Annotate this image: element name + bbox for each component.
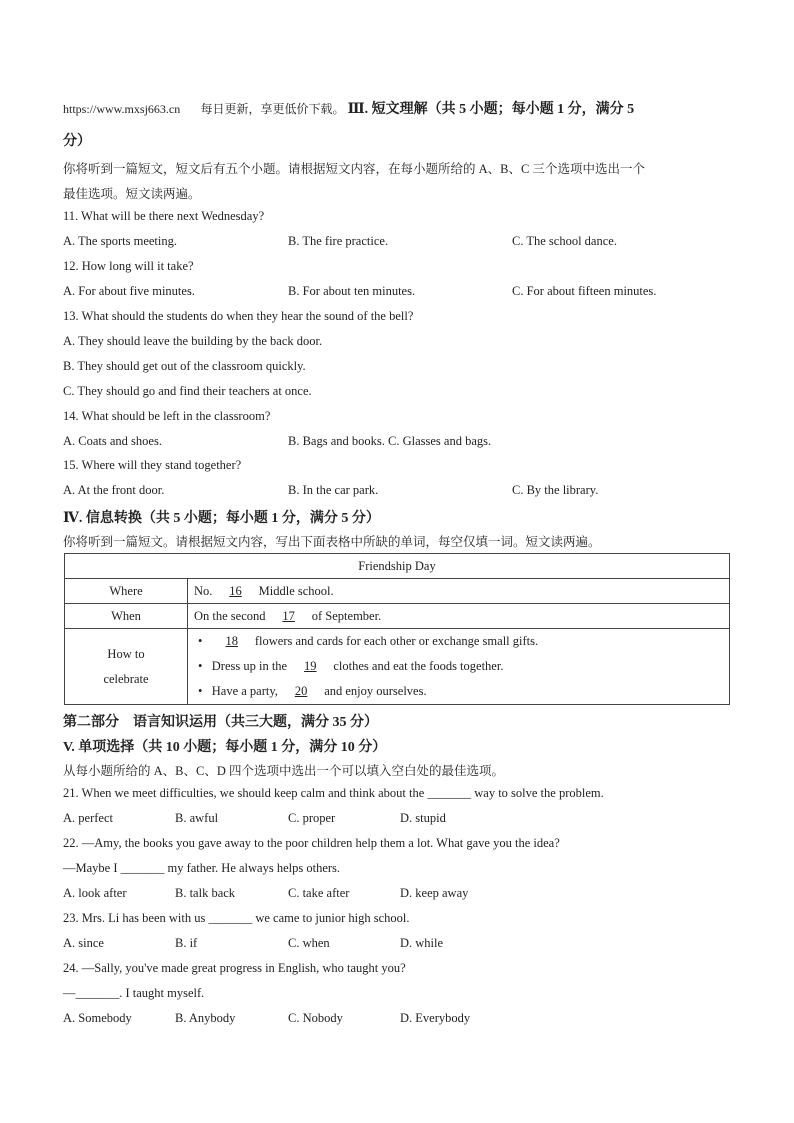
section4-title: Ⅳ. 信息转换（共 5 小题；每小题 1 分，满分 5 分） bbox=[63, 511, 380, 526]
blank-17[interactable]: 17 bbox=[282, 608, 295, 623]
celebrate-label: How to celebrate bbox=[65, 629, 188, 705]
question-24: 24. —Sally, you've made great progress in English, who taught you? bbox=[63, 961, 406, 975]
header-line bbox=[63, 98, 634, 118]
question-14: 14. What should be left in the classroom? bbox=[63, 409, 271, 423]
question-21: 21. When we meet difficulties, we should keep calm and think about the _______ way to solve the problem. bbox=[63, 786, 604, 800]
blank-19[interactable]: 19 bbox=[303, 659, 317, 673]
option-21a[interactable]: A. perfect bbox=[63, 811, 113, 825]
option-12b[interactable]: B. For about ten minutes. bbox=[288, 284, 416, 298]
option-22d[interactable]: D. keep away bbox=[400, 886, 469, 900]
question-24-reply: —_______. I taught myself. bbox=[63, 986, 205, 1000]
question-12: 12. How long will it take? bbox=[63, 259, 194, 273]
question-22: 22. —Amy, the books you gave away to the poor children help them a lot. What gave you the idea? bbox=[63, 836, 560, 850]
option-24d[interactable]: D. Everybody bbox=[400, 1011, 471, 1025]
section3-title-cont: 分） bbox=[63, 134, 91, 149]
section4-instructions: 你将听到一篇短文。请根据短文内容，写出下面表格中所缺的单词，每空仅填一词。短文读两遍。 bbox=[63, 535, 601, 549]
option-24c[interactable]: C. Nobody bbox=[288, 1011, 343, 1025]
option-11a[interactable]: A. The sports meeting. bbox=[63, 234, 177, 248]
option-23b[interactable]: B. if bbox=[175, 936, 198, 950]
option-11c[interactable]: C. The school dance. bbox=[512, 234, 617, 248]
friendship-day-table bbox=[64, 553, 730, 705]
option-15c[interactable]: C. By the library. bbox=[512, 483, 599, 497]
source-url[interactable]: https://www.mxsj663.cn bbox=[63, 102, 181, 116]
option-15a[interactable]: A. At the front door. bbox=[63, 483, 165, 497]
option-12a[interactable]: A. For about five minutes. bbox=[63, 284, 195, 298]
option-11b[interactable]: B. The fire practice. bbox=[288, 234, 389, 248]
option-22a[interactable]: A. look after bbox=[63, 886, 127, 900]
section3-title: Ⅲ. 短文理解（共 5 小题；每小题 1 分，满分 5 bbox=[347, 102, 635, 117]
tagline: 每日更新，享更低价下载。 bbox=[200, 102, 345, 116]
blank-18[interactable]: 18 bbox=[225, 634, 239, 648]
section5-instructions: 从每小题所给的 A、B、C、D 四个选项中选出一个可以填入空白处的最佳选项。 bbox=[63, 764, 504, 778]
question-13: 13. What should the students do when they hear the sound of the bell? bbox=[63, 309, 414, 323]
where-value: No. 16 Middle school. bbox=[188, 579, 730, 604]
option-21b[interactable]: B. awful bbox=[175, 811, 219, 825]
option-14a[interactable]: A. Coats and shoes. bbox=[63, 434, 162, 448]
option-12c[interactable]: C. For about fifteen minutes. bbox=[512, 284, 657, 298]
table-title: Friendship Day bbox=[65, 554, 730, 579]
option-24a[interactable]: A. Somebody bbox=[63, 1011, 132, 1025]
part2-title: 第二部分 语言知识运用（共三大题，满分 35 分） bbox=[63, 715, 378, 730]
option-22b[interactable]: B. talk back bbox=[175, 886, 236, 900]
when-value: On the second 17 of September. bbox=[188, 604, 730, 629]
option-15b[interactable]: B. In the car park. bbox=[288, 483, 379, 497]
section3-instructions-1: 你将听到一篇短文，短文后有五个小题。请根据短文内容，在每小题所给的 A、B、C 三个选项中选出一个 bbox=[63, 162, 645, 176]
bullet-20: • Have a party, 20 and enjoy ourselves. bbox=[198, 679, 723, 704]
celebrate-value bbox=[188, 629, 730, 705]
option-21d[interactable]: D. stupid bbox=[400, 811, 446, 825]
question-11: 11. What will be there next Wednesday? bbox=[63, 209, 265, 223]
option-21c[interactable]: C. proper bbox=[288, 811, 336, 825]
option-23a[interactable]: A. since bbox=[63, 936, 104, 950]
section5-title: V. 单项选择（共 10 小题；每小题 1 分，满分 10 分） bbox=[63, 740, 387, 755]
bullet-19: • Dress up in the 19 clothes and eat the foods together. bbox=[198, 654, 723, 679]
where-label: Where bbox=[65, 579, 188, 604]
blank-20[interactable]: 20 bbox=[294, 684, 308, 698]
option-23c[interactable]: C. when bbox=[288, 936, 330, 950]
bullet-18: • 18 flowers and cards for each other or exchange small gifts. bbox=[198, 629, 723, 654]
blank-16[interactable]: 16 bbox=[229, 583, 242, 598]
option-13a[interactable]: A. They should leave the building by the back door. bbox=[63, 334, 323, 348]
question-15: 15. Where will they stand together? bbox=[63, 458, 242, 472]
question-22-reply: —Maybe I _______ my father. He always helps others. bbox=[63, 861, 341, 875]
option-14bc[interactable]: B. Bags and books. C. Glasses and bags. bbox=[288, 434, 492, 448]
option-22c[interactable]: C. take after bbox=[288, 886, 350, 900]
option-13b[interactable]: B. They should get out of the classroom quickly. bbox=[63, 359, 306, 373]
when-label: When bbox=[65, 604, 188, 629]
question-23: 23. Mrs. Li has been with us _______ we came to junior high school. bbox=[63, 911, 410, 925]
option-13c[interactable]: C. They should go and find their teachers at once. bbox=[63, 384, 312, 398]
section3-instructions-2: 最佳选项。短文读两遍。 bbox=[63, 187, 201, 201]
option-23d[interactable]: D. while bbox=[400, 936, 444, 950]
option-24b[interactable]: B. Anybody bbox=[175, 1011, 236, 1025]
